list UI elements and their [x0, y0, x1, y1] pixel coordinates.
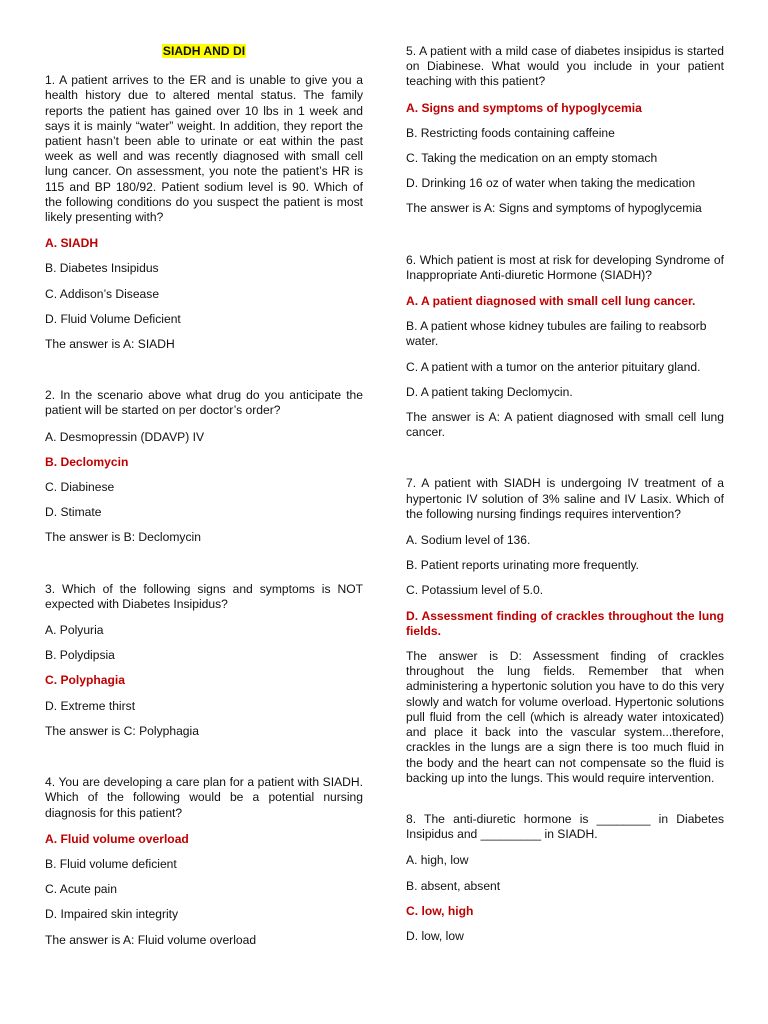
question-7: [406, 476, 724, 785]
question-stem: 8. The anti-diuretic hormone is ________ in Diabetes Insipidus and _________ in SIADH.: [406, 811, 724, 842]
option-c: C. A patient with a tumor on the anterior pituitary gland.: [406, 359, 701, 374]
answer-text: The answer is A: A patient diagnosed with small cell lung cancer.: [406, 410, 724, 440]
option-a: A. Sodium level of 136.: [406, 533, 531, 548]
option-d: D. Fluid Volume Deficient: [45, 311, 181, 326]
question-stem: 2. In the scenario above what drug do you anticipate the patient will be started on per doctor’s order?: [45, 388, 363, 418]
answer-text: The answer is B: Declomycin: [45, 530, 201, 545]
question-stem: 4. You are developing a care plan for a patient with SIADH. Which of the following would be a potential nursing diagnosis for this patient?: [45, 775, 363, 820]
option-d: D. Drinking 16 oz of water when taking the medication: [406, 176, 696, 191]
option-c: C. Addison’s Disease: [45, 286, 160, 301]
answer-text: The answer is A: Signs and symptoms of hypoglycemia: [406, 201, 702, 216]
option-b: B. Fluid volume deficient: [45, 856, 177, 871]
option-a: A. Polyuria: [45, 623, 104, 638]
question-6: [406, 253, 724, 441]
option-d: D. Impaired skin integrity: [45, 907, 179, 922]
question-4: [45, 775, 363, 948]
question-5: [406, 44, 724, 217]
option-b: B. absent, absent: [406, 878, 501, 893]
option-c-correct: C. low, high: [406, 903, 474, 918]
option-b: B. A patient whose kidney tubules are failing to reabsorb water.: [406, 319, 707, 349]
option-d-correct: D. Assessment finding of crackles throughout the lung fields.: [406, 608, 724, 638]
answer-text: The answer is A: SIADH: [45, 337, 175, 352]
right-column: [406, 44, 724, 954]
question-8: [406, 812, 724, 944]
answer-text: The answer is C: Polyphagia: [45, 723, 199, 738]
option-c-correct: C. Polyphagia: [45, 673, 125, 688]
option-c: C. Diabinese: [45, 480, 115, 495]
document-title: SIADH AND DI: [162, 44, 246, 58]
question-3: [45, 582, 363, 739]
answer-explanation: The answer is D: Assessment finding of crackles throughout the lung fields. Remember that when administering a hypertonic solution you have to do this very slowly and watch for volume overload. Hypertonic solutions pull fluid from the cell (which is already water intoxicated) and place it back into the vascular system...therefore, crackles in the lungs are a sign there is too much fluid in the body and the heart can not compensate so the fluid is backing up into the lungs. This would require intervention.: [406, 649, 724, 785]
option-a: A. Desmopressin (DDAVP) IV: [45, 429, 205, 444]
option-b: B. Polydipsia: [45, 648, 115, 663]
option-d: D. Extreme thirst: [45, 698, 136, 713]
option-a-correct: A. Signs and symptoms of hypoglycemia: [406, 100, 642, 115]
answer-text: The answer is A: Fluid volume overload: [45, 932, 257, 947]
question-1: [45, 73, 363, 352]
option-a: A. high, low: [406, 853, 469, 868]
option-c: C. Acute pain: [45, 882, 117, 897]
question-stem: 5. A patient with a mild case of diabetes insipidus is started on Diabinese. What would you include in your patient teaching with this patient?: [406, 44, 724, 89]
option-b: B. Patient reports urinating more frequently.: [406, 558, 640, 573]
option-a-correct: A. A patient diagnosed with small cell lung cancer.: [406, 294, 696, 309]
option-b: B. Diabetes Insipidus: [45, 261, 159, 276]
question-stem: 3. Which of the following signs and symptoms is NOT expected with Diabetes Insipidus?: [45, 581, 363, 611]
question-2: [45, 388, 363, 545]
left-column: [45, 44, 363, 958]
option-a-correct: A. Fluid volume overload: [45, 831, 189, 846]
option-d: D. A patient taking Declomycin.: [406, 384, 573, 399]
option-c: C. Taking the medication on an empty stomach: [406, 151, 658, 166]
option-c: C. Potassium level of 5.0.: [406, 583, 544, 598]
question-stem: 1. A patient arrives to the ER and is unable to give you a health history due to altered mental status. The family reports the patient has gained over 10 lbs in 1 week and says it is mainly “water” weight. In addition, they report the patient hasn’t been able to urinate or eat within the past week as well and was recently diagnosed with small cell lung cancer. On assessment, you note the patient’s HR is 115 and BP 180/92. Patient sodium level is 90. Which of the following conditions do you suspect the patient is most likely presenting with?: [45, 73, 363, 225]
option-d: D. low, low: [406, 928, 464, 943]
option-a-correct: A. SIADH: [45, 236, 99, 251]
option-b-correct: B. Declomycin: [45, 454, 129, 469]
question-stem: 7. A patient with SIADH is undergoing IV treatment of a hypertonic IV solution of 3% saline and IV Lasix. Which of the following nursing findings requires intervention?: [406, 476, 724, 521]
option-b: B. Restricting foods containing caffeine: [406, 125, 615, 140]
option-d: D. Stimate: [45, 505, 102, 520]
question-stem: 6. Which patient is most at risk for developing Syndrome of Inappropriate Anti-diuretic Hormone (SIADH)?: [406, 252, 724, 282]
